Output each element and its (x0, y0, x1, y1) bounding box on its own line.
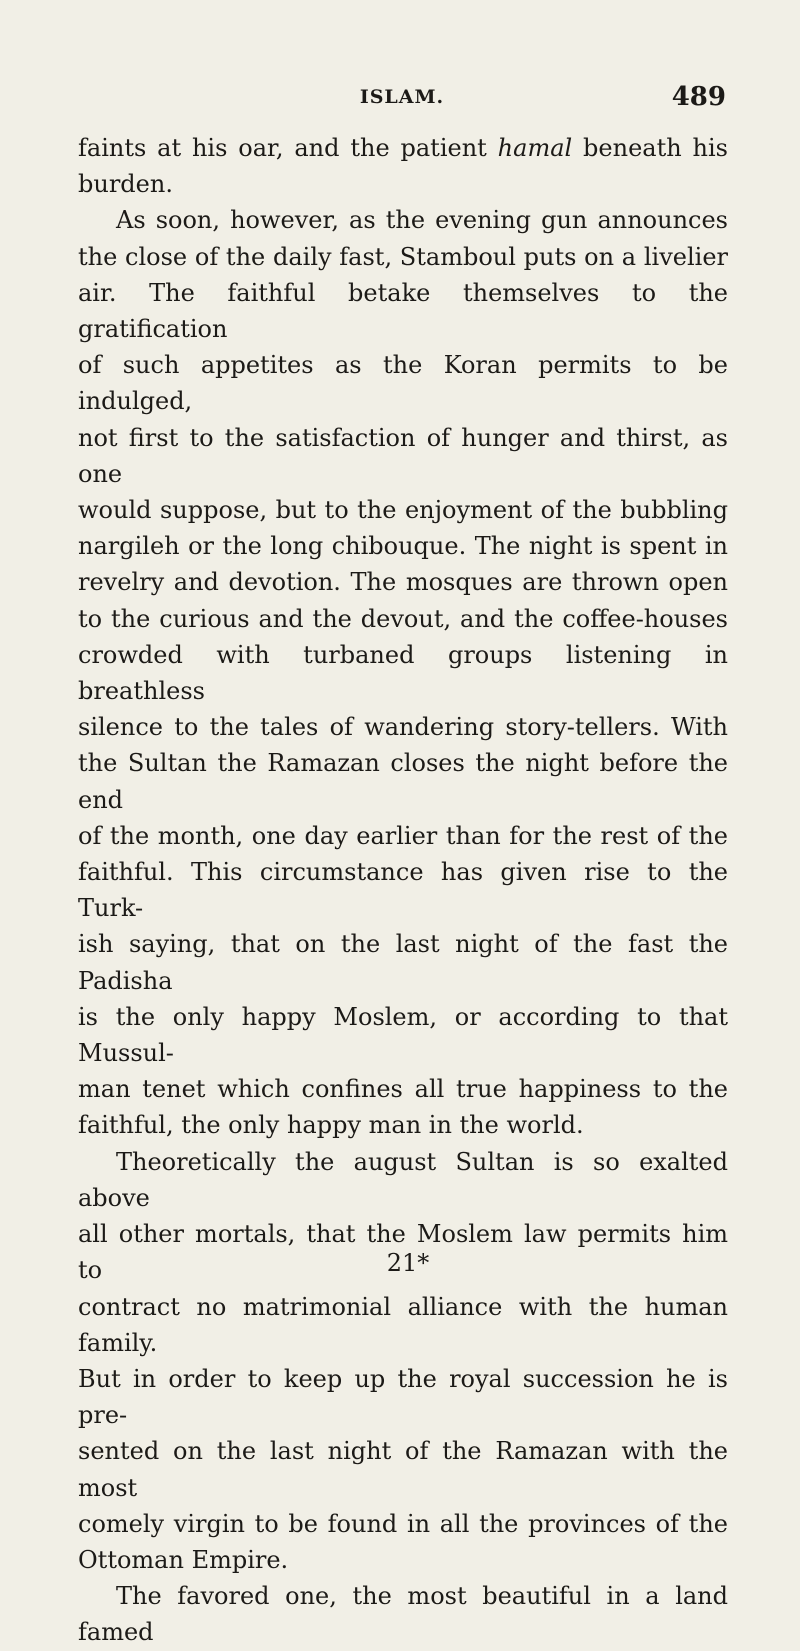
running-head (78, 82, 726, 112)
text-line (78, 202, 728, 238)
text-line-content: comely virgin to be found in all the provinces of the (78, 1509, 728, 1538)
text-line-content: the close of the daily fast, Stamboul puts on a livelier (78, 242, 728, 271)
text-line-content: the Sultan the Ramazan closes the night before the end (78, 749, 728, 814)
text-line (78, 854, 728, 926)
text-line (78, 1506, 728, 1542)
page-number: 489 (671, 82, 726, 112)
text-line-content: burden. (78, 170, 173, 199)
text-line-content: nargileh or the long chibouque. The night is spent in (78, 532, 728, 561)
text-line (78, 1542, 728, 1578)
text-line-content: would suppose, but to the enjoyment of the bubbling (78, 496, 728, 525)
text-line-content: revelry and devotion. The mosques are thrown open (78, 568, 728, 597)
text-line (78, 637, 728, 709)
italic-word: hamal (497, 134, 573, 162)
text-line-content: ish saying, that on the last night of the fast the Padisha (78, 930, 728, 995)
text-line (78, 528, 728, 564)
text-line-content: of such appetites as the Koran permits to be indulged, (78, 351, 728, 416)
text-line (78, 564, 728, 600)
text-line-continuation: beneath his (572, 134, 728, 162)
text-line-content: all other mortals, that the Moslem law permits him to (78, 1220, 728, 1285)
text-line-content: air. The faithful betake themselves to the gratification (78, 278, 728, 344)
text-line-content: faithful. This circumstance has given rise to the Turk- (78, 858, 728, 923)
text-line-content: to the curious and the devout, and the coffee-houses (78, 604, 728, 633)
text-line-content: contract no matrimonial alliance with the human family. (78, 1292, 728, 1357)
text-line (78, 1107, 728, 1143)
running-title: ISLAM. (359, 86, 445, 108)
text-line-content: faints at his oar, and the patient (78, 134, 498, 162)
signature-mark: 21* (386, 1249, 430, 1277)
text-line (78, 1433, 728, 1505)
text-line (78, 745, 728, 817)
text-line-content: crowded with turbaned groups listening in breathless (78, 640, 728, 706)
text-line (78, 601, 728, 637)
text-line (78, 1144, 728, 1216)
text-line-content: As soon, however, as the evening gun announces (116, 206, 728, 235)
text-line (78, 1578, 728, 1650)
text-line-content: silence to the tales of wandering story-tellers. With (78, 713, 728, 742)
text-line-content: But in order to keep up the royal succession he is pre- (78, 1364, 728, 1430)
text-line-content: Theoretically the august Sultan is so exalted above (78, 1147, 728, 1212)
text-line (78, 275, 728, 347)
text-line (78, 166, 728, 202)
text-line (78, 420, 728, 492)
text-line (78, 999, 728, 1071)
text-line (78, 1361, 728, 1433)
text-line-content: man tenet which confines all true happiness to the (78, 1075, 728, 1104)
text-line-content: is the only happy Moslem, or according to that Mussul- (78, 1002, 728, 1068)
text-line (78, 239, 728, 275)
text-line (78, 492, 728, 528)
text-line-content: The favored one, the most beautiful in a land famed (78, 1582, 728, 1647)
body-text (78, 130, 728, 1651)
text-line (78, 1289, 728, 1361)
text-line-content: sented on the last night of the Ramazan with the most (78, 1437, 728, 1502)
text-line-content: faithful, the only happy man in the world. (78, 1111, 584, 1140)
text-line (78, 130, 728, 166)
text-line (78, 818, 728, 854)
text-line (78, 709, 728, 745)
text-line-content: Ottoman Empire. (78, 1545, 289, 1574)
text-line (78, 1071, 728, 1107)
text-line (78, 926, 728, 998)
text-line-content: of the month, one day earlier than for the rest of the (78, 821, 728, 850)
text-line (78, 347, 728, 419)
text-line-content: not first to the satisfaction of hunger and thirst, as one (78, 423, 728, 488)
